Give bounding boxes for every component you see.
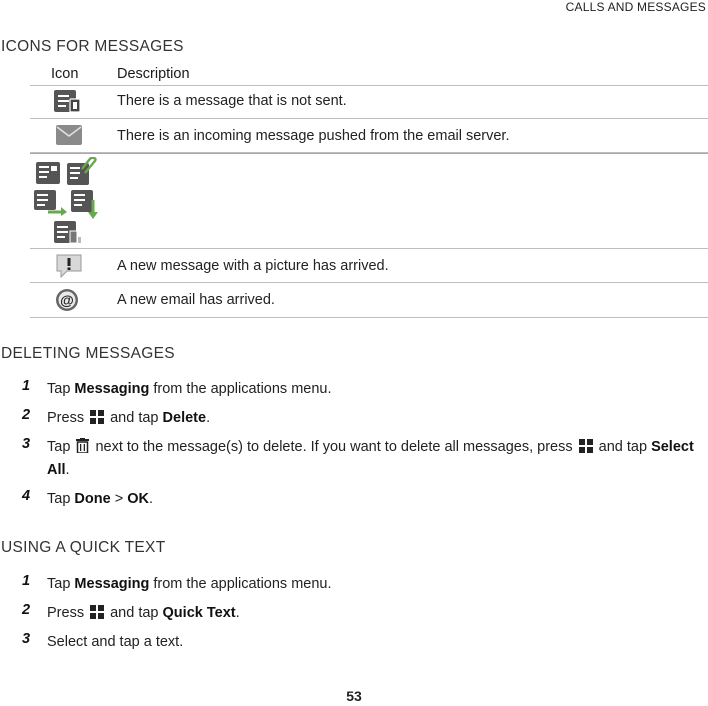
step-text: Press and tap Delete. [47, 410, 211, 426]
section-title-deleting: DELETING MESSAGES [1, 345, 175, 362]
menu-key-icon [90, 605, 104, 619]
step-number: 3 [22, 436, 31, 452]
column-header-description: Description [117, 66, 190, 82]
draft-message-icon [54, 221, 82, 245]
step-text: Select and tap a text. [47, 634, 184, 650]
step-number: 1 [22, 378, 31, 394]
step-text: Tap Messaging from the applications menu. [47, 381, 332, 397]
step-text: Tap next to the message(s) to delete. If you want to delete all messages, press and tap Select All. [47, 439, 694, 478]
table-row [30, 283, 708, 318]
row-description: There is a message that is not sent. [117, 93, 347, 109]
row-description: There is an incoming message pushed from the email server. [117, 128, 510, 144]
step-text: Press and tap Quick Text. [47, 605, 240, 621]
row-description: A new email has arrived. [117, 292, 275, 308]
received-message-icon [71, 190, 101, 220]
trash-icon [76, 438, 89, 453]
table-row [30, 249, 708, 283]
envelope-icon [30, 119, 110, 152]
sent-message-icon [34, 190, 68, 216]
section-title-quick-text: USING A QUICK TEXT [1, 539, 166, 556]
section-title-icons: ICONS FOR MESSAGES [1, 38, 184, 55]
step-text: Tap Messaging from the applications menu. [47, 576, 332, 592]
attachment-message-icon [67, 157, 99, 187]
table-row [30, 119, 708, 153]
step-text: Tap Done > OK. [47, 491, 153, 507]
picture-message-icon [30, 249, 110, 282]
table-row [30, 86, 708, 119]
step-number: 2 [22, 407, 31, 423]
unsent-message-icon [30, 86, 110, 118]
page-number: 53 [346, 688, 362, 704]
table-header-row [30, 62, 708, 86]
row-description: A new message with a picture has arrived. [117, 258, 389, 274]
step-number: 3 [22, 631, 31, 647]
running-head: CALLS AND MESSAGES [565, 0, 706, 14]
menu-key-icon [90, 410, 104, 424]
message-icon [36, 162, 62, 186]
svg-text:@: @ [60, 292, 74, 308]
table-row [30, 153, 708, 249]
column-header-icon: Icon [51, 66, 79, 82]
message-status-icons-group [30, 154, 110, 248]
at-sign-email-icon [30, 283, 110, 317]
icons-table [30, 62, 708, 318]
step-number: 2 [22, 602, 31, 618]
menu-key-icon [579, 439, 593, 453]
step-number: 1 [22, 573, 31, 589]
step-number: 4 [22, 488, 31, 504]
